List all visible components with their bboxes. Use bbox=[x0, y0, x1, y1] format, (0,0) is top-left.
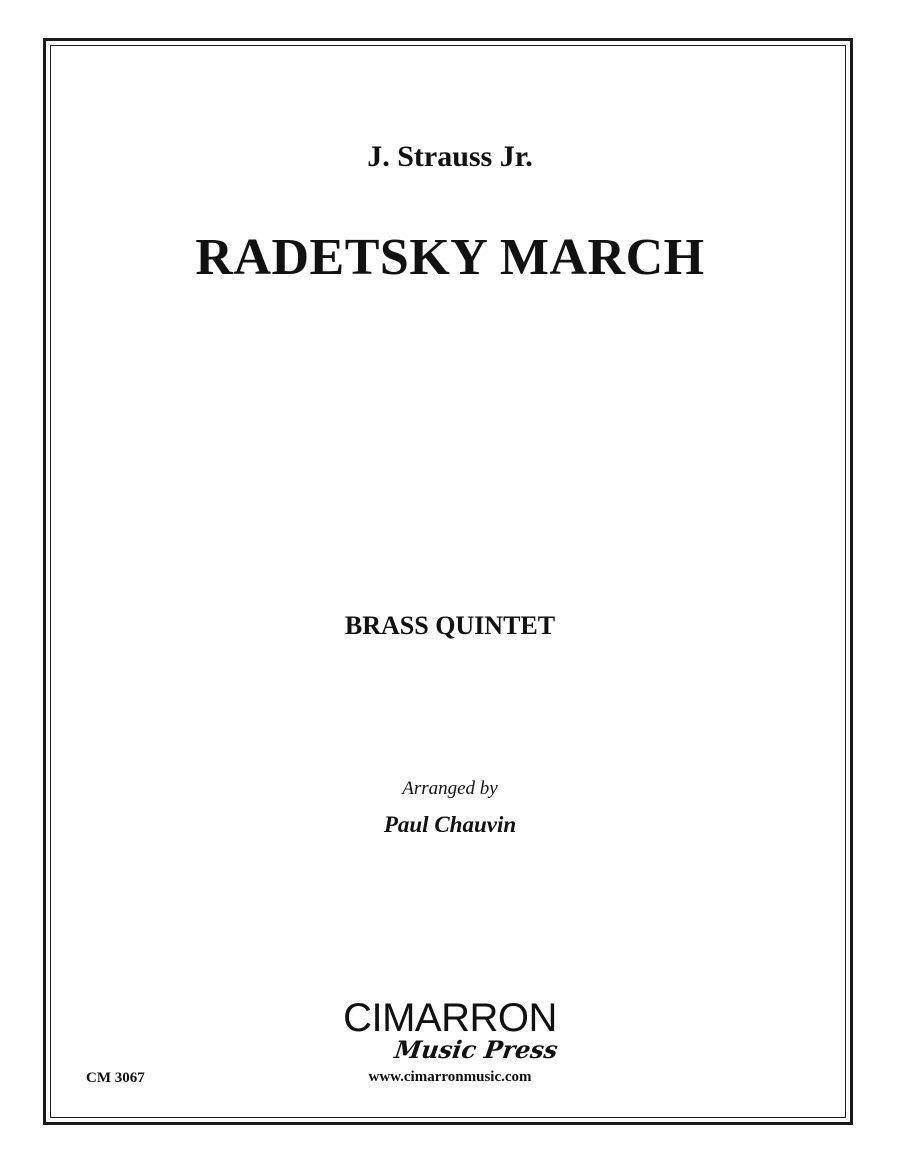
page-border-inner bbox=[50, 45, 846, 1118]
piece-title: RADETSKY MARCH bbox=[195, 229, 705, 286]
publisher-logo-main: CIMARRON bbox=[343, 996, 557, 1040]
arranger-name: Paul Chauvin bbox=[383, 812, 517, 837]
publisher-logo bbox=[340, 996, 560, 1092]
ensemble-label: BRASS QUINTET bbox=[344, 611, 556, 640]
publisher-url: www.cimarronmusic.com bbox=[368, 1069, 532, 1085]
catalog-number: CM 3067 bbox=[86, 1070, 145, 1086]
publisher-logo-sub: Music Press bbox=[392, 1035, 560, 1064]
composer-name: J. Strauss Jr. bbox=[367, 140, 533, 173]
arranged-by-label: Arranged by bbox=[402, 778, 498, 799]
